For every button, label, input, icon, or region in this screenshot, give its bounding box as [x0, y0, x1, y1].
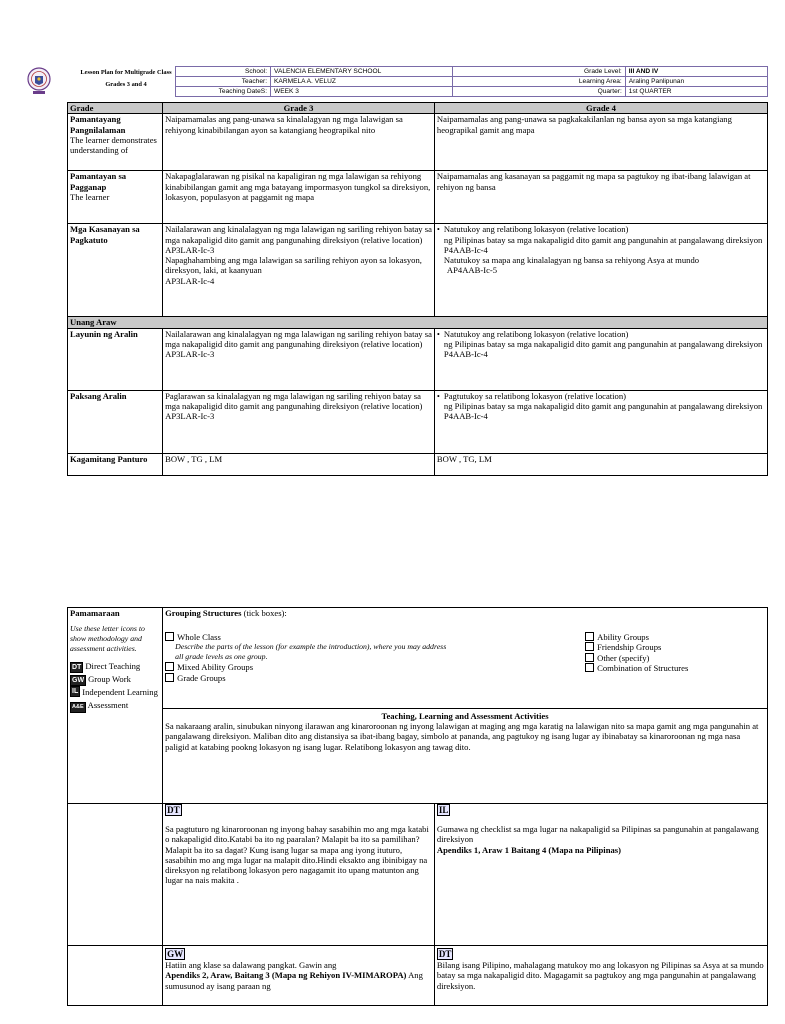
text: ng Pilipinas batay sa mga nakapaligid dito gamit ang pangunahin at pangalawang direksiyon	[443, 234, 763, 245]
cell-grade3: Naipamamalas ang pang-unawa sa kinalalagyan ng mga lalawigan sa rehiyong kinabibilangan ayon sa katangiang heograpikal nito	[163, 114, 435, 171]
code: AP3LAR-Ic-3	[165, 244, 215, 255]
describe-note: Describe the parts of the lesson (for example the introduction), where you may address all grade levels as one group.	[175, 642, 447, 662]
deped-seal-icon	[27, 66, 51, 96]
grade-groups-option[interactable]	[165, 673, 455, 683]
legend-text: Group Work	[88, 674, 131, 685]
option-label: Friendship Groups	[597, 642, 662, 653]
text: Nailalarawan ang kinalalagyan ng mga lalawigan ng sariling rehiyon batay sa mga nakapaligid dito gamit ang pangunahing direksiyon (relative location)	[165, 224, 432, 245]
text: Napaghahambing ang mga lalawigan sa sariling rehiyon ayon sa lokasyon, direksyon, laki, at kaanyuan	[165, 255, 422, 276]
procedure-table	[67, 607, 768, 1006]
teacher-value: KARMELA A. VELUZ	[271, 77, 453, 87]
option-label: Grade Groups	[177, 672, 226, 683]
procedure-label: Pamamaraan	[70, 608, 120, 618]
cell-grade4: Naipamamalas ang pang-unawa sa pagkakakilanlan ng bansa ayon sa mga katangiang heograpikal gamit ang mapa	[434, 114, 767, 171]
gw-tag: GW	[167, 949, 184, 959]
il-activity-cell	[434, 804, 767, 946]
legend-text: Independent Learning	[82, 687, 158, 698]
legend-item-assessment	[70, 699, 160, 713]
grouping-title: Grouping Structures	[165, 608, 242, 618]
grade-level-label: Grade Level:	[453, 67, 626, 77]
legend-item-dt	[70, 660, 160, 673]
day-row: Unang Araw	[68, 317, 768, 328]
teacher-label: Teacher:	[175, 77, 270, 87]
text: Natutukoy sa mapa ang kinalalagyan ng bansa sa rehiyong Asya at mundo	[443, 255, 700, 266]
tla-title: Teaching, Learning and Assessment Activities	[381, 711, 549, 721]
learning-area-label: Learning Area:	[453, 77, 626, 87]
dates-label: Teaching DateS:	[175, 87, 270, 97]
lesson-objectives-table	[67, 102, 768, 476]
col-grade3: Grade 3	[163, 103, 435, 114]
learning-area-value: Araling Panlipunan	[625, 77, 767, 87]
intro-text: Sa nakaraang aralin, sinubukan ninyong ilarawan ang kinaroroonan ng inyong lalawigan at maging ang mga karatig na lalawigan nito sa mapa gamit ang mga pangunahin at pangalawang direksiyon. Maliban dito ang distansiya sa ibat-ibang bagay, simbolo at pananda, ang pagtukoy ng isang lugar ay ibinabatay sa kinaroroonan ng mga nasa paligid at katabing pookng lokasyon ng isang lugar. Relatibong lokasyon ang tawag dito.	[163, 709, 768, 804]
row-label: Pamantayang Pangnilalaman	[70, 114, 126, 135]
text: Paglarawan sa kinalalagyan ng mga lalawigan ng sariling rehiyon batay sa mga nakapaligid dito gamit ang pangunahing direksiyon (relative location)	[165, 390, 423, 411]
school-label: School:	[175, 67, 270, 77]
legend-text: Direct Teaching	[85, 661, 141, 672]
option-label: Mixed Ability Groups	[177, 662, 254, 673]
il-tag: IL	[438, 805, 449, 815]
text: Natutukoy ang relatibong lokasyon (relative location)	[443, 328, 629, 339]
code: P4AAB-Ic-4	[443, 244, 488, 255]
title-line-1: Lesson Plan for Multigrade Class	[80, 69, 172, 76]
row-pamantayan-sa-pagganap	[68, 171, 163, 224]
dt-text: Sa pagtuturo ng kinaroroonan ng inyong bahay sasabihin mo ang mga katabi o nakapaligid dito.Katabi ba ito ng paaralan? Malapit ba ito sa pamilihan?Malapit ba ito sa dagat? Kung isang lugar sa mapa ang iyong ituturo, sasabihin mo ang mga lugar na malapit dito.Hindi eksakto ang ibinibigay na direksyon ng relatibong lokasyon pero nagagamit ito upang matunton ang lugar na nais makita .	[165, 824, 429, 886]
mixed-ability-option[interactable]	[165, 662, 455, 672]
quarter-value: 1st QUARTER	[625, 87, 767, 97]
cell-grade3	[163, 224, 435, 317]
code: AP4AAB-Ic-5	[446, 265, 498, 276]
code: P4AAB-Ic-4	[443, 349, 488, 360]
legend-tag: GW	[72, 677, 85, 685]
header-info-table	[57, 66, 768, 97]
code: P4AAB-Ic-4	[443, 411, 488, 422]
grouping-hint: (tick boxes):	[243, 608, 287, 618]
text: Natutukoy ang relatibong lokasyon (relative location)	[443, 224, 629, 235]
dt2-text: Bilang isang Pilipino, mahalagang matukoy mo ang lokasyon ng Pilipinas sa Asya at sa mundo batay sa mga nakapaligid dito. Magagamit sa pagtukoy ang mga pangunahin at pangalawang direksiyon.	[436, 960, 764, 991]
row-sublabel: The learner	[70, 191, 110, 202]
checkbox-icon[interactable]	[585, 642, 594, 651]
dt-tag: DT	[167, 805, 180, 815]
option-label: Combination of Structures	[597, 662, 689, 673]
legend-text: Assessment	[87, 700, 129, 711]
cell-grade4: Naipamamalas ang kasanayan sa paggamit ng mapa sa pagtukoy ng ibat-ibang lalawigan at rehiyon ng bansa	[434, 171, 767, 224]
ability-groups-option[interactable]	[585, 632, 785, 642]
friendship-groups-option[interactable]	[585, 642, 785, 652]
grade-level-value: III AND IV	[625, 67, 767, 77]
checkbox-icon[interactable]	[165, 662, 174, 671]
bullet-icon: •	[436, 328, 440, 339]
whole-class-option[interactable]	[165, 632, 455, 642]
gw-tail: Ang sumusunod ay isang paraan ng	[165, 970, 423, 991]
option-label: Whole Class	[177, 632, 221, 642]
grouping-structures-cell	[163, 608, 768, 721]
text: Pagtutukoy sa relatibong lokasyon (relative location)	[443, 390, 627, 401]
il-appendix: Apendiks 1, Araw 1 Baitang 4 (Mapa na Pilipinas)	[436, 844, 621, 855]
row-pamantayang-pangnilalaman	[68, 114, 163, 171]
cell-grade4	[434, 224, 767, 317]
legend-item-gw	[70, 673, 160, 686]
code: AP3LAR-Ic-3	[165, 349, 215, 360]
text: ng Pilipinas batay sa mga nakapaligid dito gamit ang pangunahin at pangalawang direksiyon	[443, 338, 763, 349]
cell-grade4: BOW , TG, LM	[434, 453, 767, 475]
row-layunin-label: Layunin ng Aralin	[68, 328, 163, 390]
gw-text: Hatiin ang klase sa dalawang pangkat. Gawin ang	[165, 960, 337, 970]
other-option[interactable]	[585, 653, 785, 663]
col-grade4: Grade 4	[434, 103, 767, 114]
legend-tag: IL	[72, 688, 79, 696]
row-sublabel: The learner demonstrates understanding of	[70, 134, 157, 156]
dates-value: WEEK 3	[271, 87, 453, 97]
cell-grade3: Nakapaglalarawan ng pisikal na kapaligiran ng mga lalawigan sa rehiyong kinabibilangan gamit ang mga batayang impormasyon tungkol sa direksiyon, lokasyon, populasyon at paggamit ng mapa	[163, 171, 435, 224]
combination-option[interactable]	[585, 663, 785, 673]
text: ng Pilipinas batay sa mga nakapaligid dito gamit ang pangunahin at pangalawang direksiyon	[443, 400, 763, 411]
school-value: VALENCIA ELEMENTARY SCHOOL	[271, 67, 453, 77]
checkbox-icon[interactable]	[585, 653, 594, 662]
empty-cell	[68, 946, 163, 1006]
option-label: Ability Groups	[597, 632, 649, 642]
row-paksang-aralin-label: Paksang Aralin	[68, 390, 163, 453]
legend-note: Use these letter icons to show methodology and assessment activities.	[70, 624, 145, 654]
row-kasanayan-label: Mga Kasanayan sa Pagkatuto	[68, 224, 163, 317]
methodology-legend	[70, 660, 160, 713]
cell-grade3	[163, 328, 435, 390]
bullet-icon: •	[436, 390, 440, 401]
legend-tag: DT	[72, 664, 82, 672]
gw-appendix: Apendiks 2, Araw, Baitang 3 (Mapa ng Rehiyon IV-MIMAROPA)	[165, 970, 407, 981]
cell-grade4	[434, 328, 767, 390]
il-text: Gumawa ng checklist sa mga lugar na nakapaligid sa Pilipinas sa pangunahin at pangalawang direksiyon	[436, 824, 759, 845]
title-line-2: Grades 3 and 4	[105, 81, 147, 88]
legend-tag: A&E	[70, 702, 86, 713]
quarter-label: Quarter:	[453, 87, 626, 97]
empty-cell	[68, 804, 163, 946]
cell-grade3	[163, 390, 435, 453]
text: Nailalarawan ang kinalalagyan ng mga lalawigan ng sariling rehiyon batay sa mga nakapaligid dito gamit ang pangunahing direksiyon (relative location)	[165, 328, 432, 349]
cell-grade4	[434, 390, 767, 453]
checkbox-icon[interactable]	[165, 673, 174, 682]
code: AP3LAR-Ic-3	[165, 411, 215, 422]
checkbox-icon[interactable]	[585, 663, 594, 672]
code: AP3LAR-Ic-4	[165, 275, 215, 286]
bullet-icon: •	[436, 224, 440, 235]
dt-activity-cell	[163, 804, 435, 946]
checkbox-icon[interactable]	[165, 632, 174, 641]
col-grade: Grade	[68, 103, 163, 114]
checkbox-icon[interactable]	[585, 632, 594, 641]
dt2-tag: DT	[438, 949, 452, 959]
row-kagamitan-label: Kagamitang Panturo	[68, 453, 163, 475]
cell-grade3: BOW , TG , LM	[163, 453, 435, 475]
gw-activity-cell	[163, 946, 435, 1006]
option-label: Other (specify)	[597, 652, 650, 663]
dt2-activity-cell	[434, 946, 767, 1006]
row-label: Pamantayan sa Pagganap	[70, 171, 127, 192]
legend-item-il	[70, 686, 160, 699]
procedure-label-cell	[68, 608, 163, 804]
